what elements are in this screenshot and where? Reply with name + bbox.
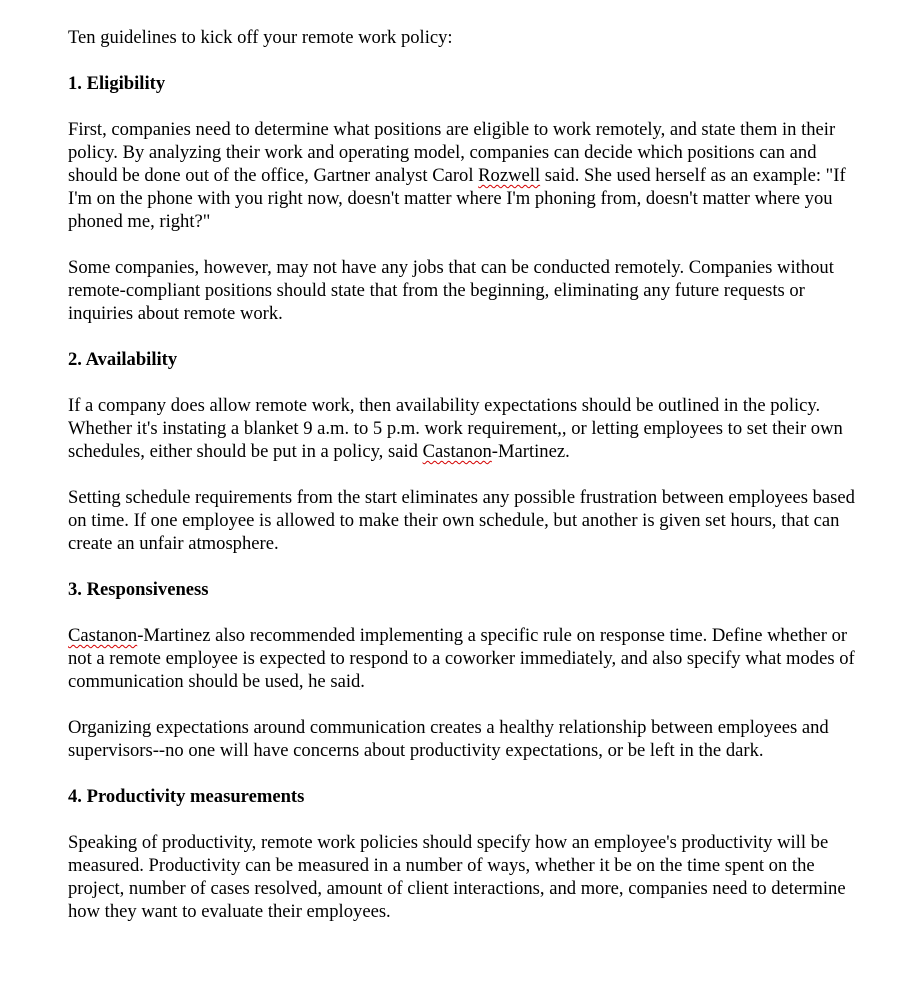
text-run: First, companies need to determine what positions are eligible to work remotely, and state them in their policy. By analyzing their work and operating model, companies can decide which positions can and should be done out of the office, Gartner analyst Carol xyxy=(68,119,836,186)
misspelled-word-rozwell[interactable]: Rozwell xyxy=(478,165,541,186)
misspelled-word-castanon[interactable]: Castanon xyxy=(68,625,138,646)
heading-availability: 2. Availability xyxy=(68,349,178,370)
eligibility-paragraph-1 xyxy=(68,118,868,233)
heading-eligibility: 1. Eligibility xyxy=(68,73,166,94)
heading-responsiveness: 3. Responsiveness xyxy=(68,579,209,600)
text-run: -Martinez also recommended implementing a specific rule on response time. Define whether or not a remote employee is expected to respond to a coworker immediately, and also specify what modes of communication should be used, he said. xyxy=(68,625,855,692)
heading-productivity-measurements: 4. Productivity measurements xyxy=(68,786,305,807)
document-body[interactable] xyxy=(68,26,868,946)
text-run: If a company does allow remote work, then availability expectations should be outlined in the policy. Whether it's instating a blanket 9 a.m. to 5 p.m. work requirement,, or letting employees to set their own schedules, either should be put in a policy, said xyxy=(68,395,843,462)
availability-paragraph-2: Setting schedule requirements from the start eliminates any possible frustration between employees based on time. If one employee is allowed to make their own schedule, but another is given set hours, that can create an unfair atmosphere. xyxy=(68,487,855,554)
responsiveness-paragraph-2: Organizing expectations around communication creates a healthy relationship between employees and supervisors--no one will have concerns about productivity expectations, or be left in the dark. xyxy=(68,717,829,761)
misspelled-word-castanon[interactable]: Castanon xyxy=(422,441,492,462)
productivity-paragraph-1: Speaking of productivity, remote work policies should specify how an employee's productivity will be measured. Productivity can be measured in a number of ways, whether it be on the time spent on the project, number of cases resolved, amount of client interactions, and more, companies need to determine how they want to evaluate their employees. xyxy=(68,832,846,922)
responsiveness-paragraph-1 xyxy=(68,624,868,693)
eligibility-paragraph-2: Some companies, however, may not have any jobs that can be conducted remotely. Companies without remote-compliant positions should state that from the beginning, eliminating any future requests or inquiries about remote work. xyxy=(68,257,834,324)
intro-paragraph: Ten guidelines to kick off your remote work policy: xyxy=(68,27,453,48)
availability-paragraph-1 xyxy=(68,394,868,463)
text-run: said. She used herself as an example: "If I'm on the phone with you right now, doesn't matter where I'm phoning from, doesn't matter where you phoned me, right?" xyxy=(68,165,846,232)
text-run: -Martinez. xyxy=(491,441,570,462)
